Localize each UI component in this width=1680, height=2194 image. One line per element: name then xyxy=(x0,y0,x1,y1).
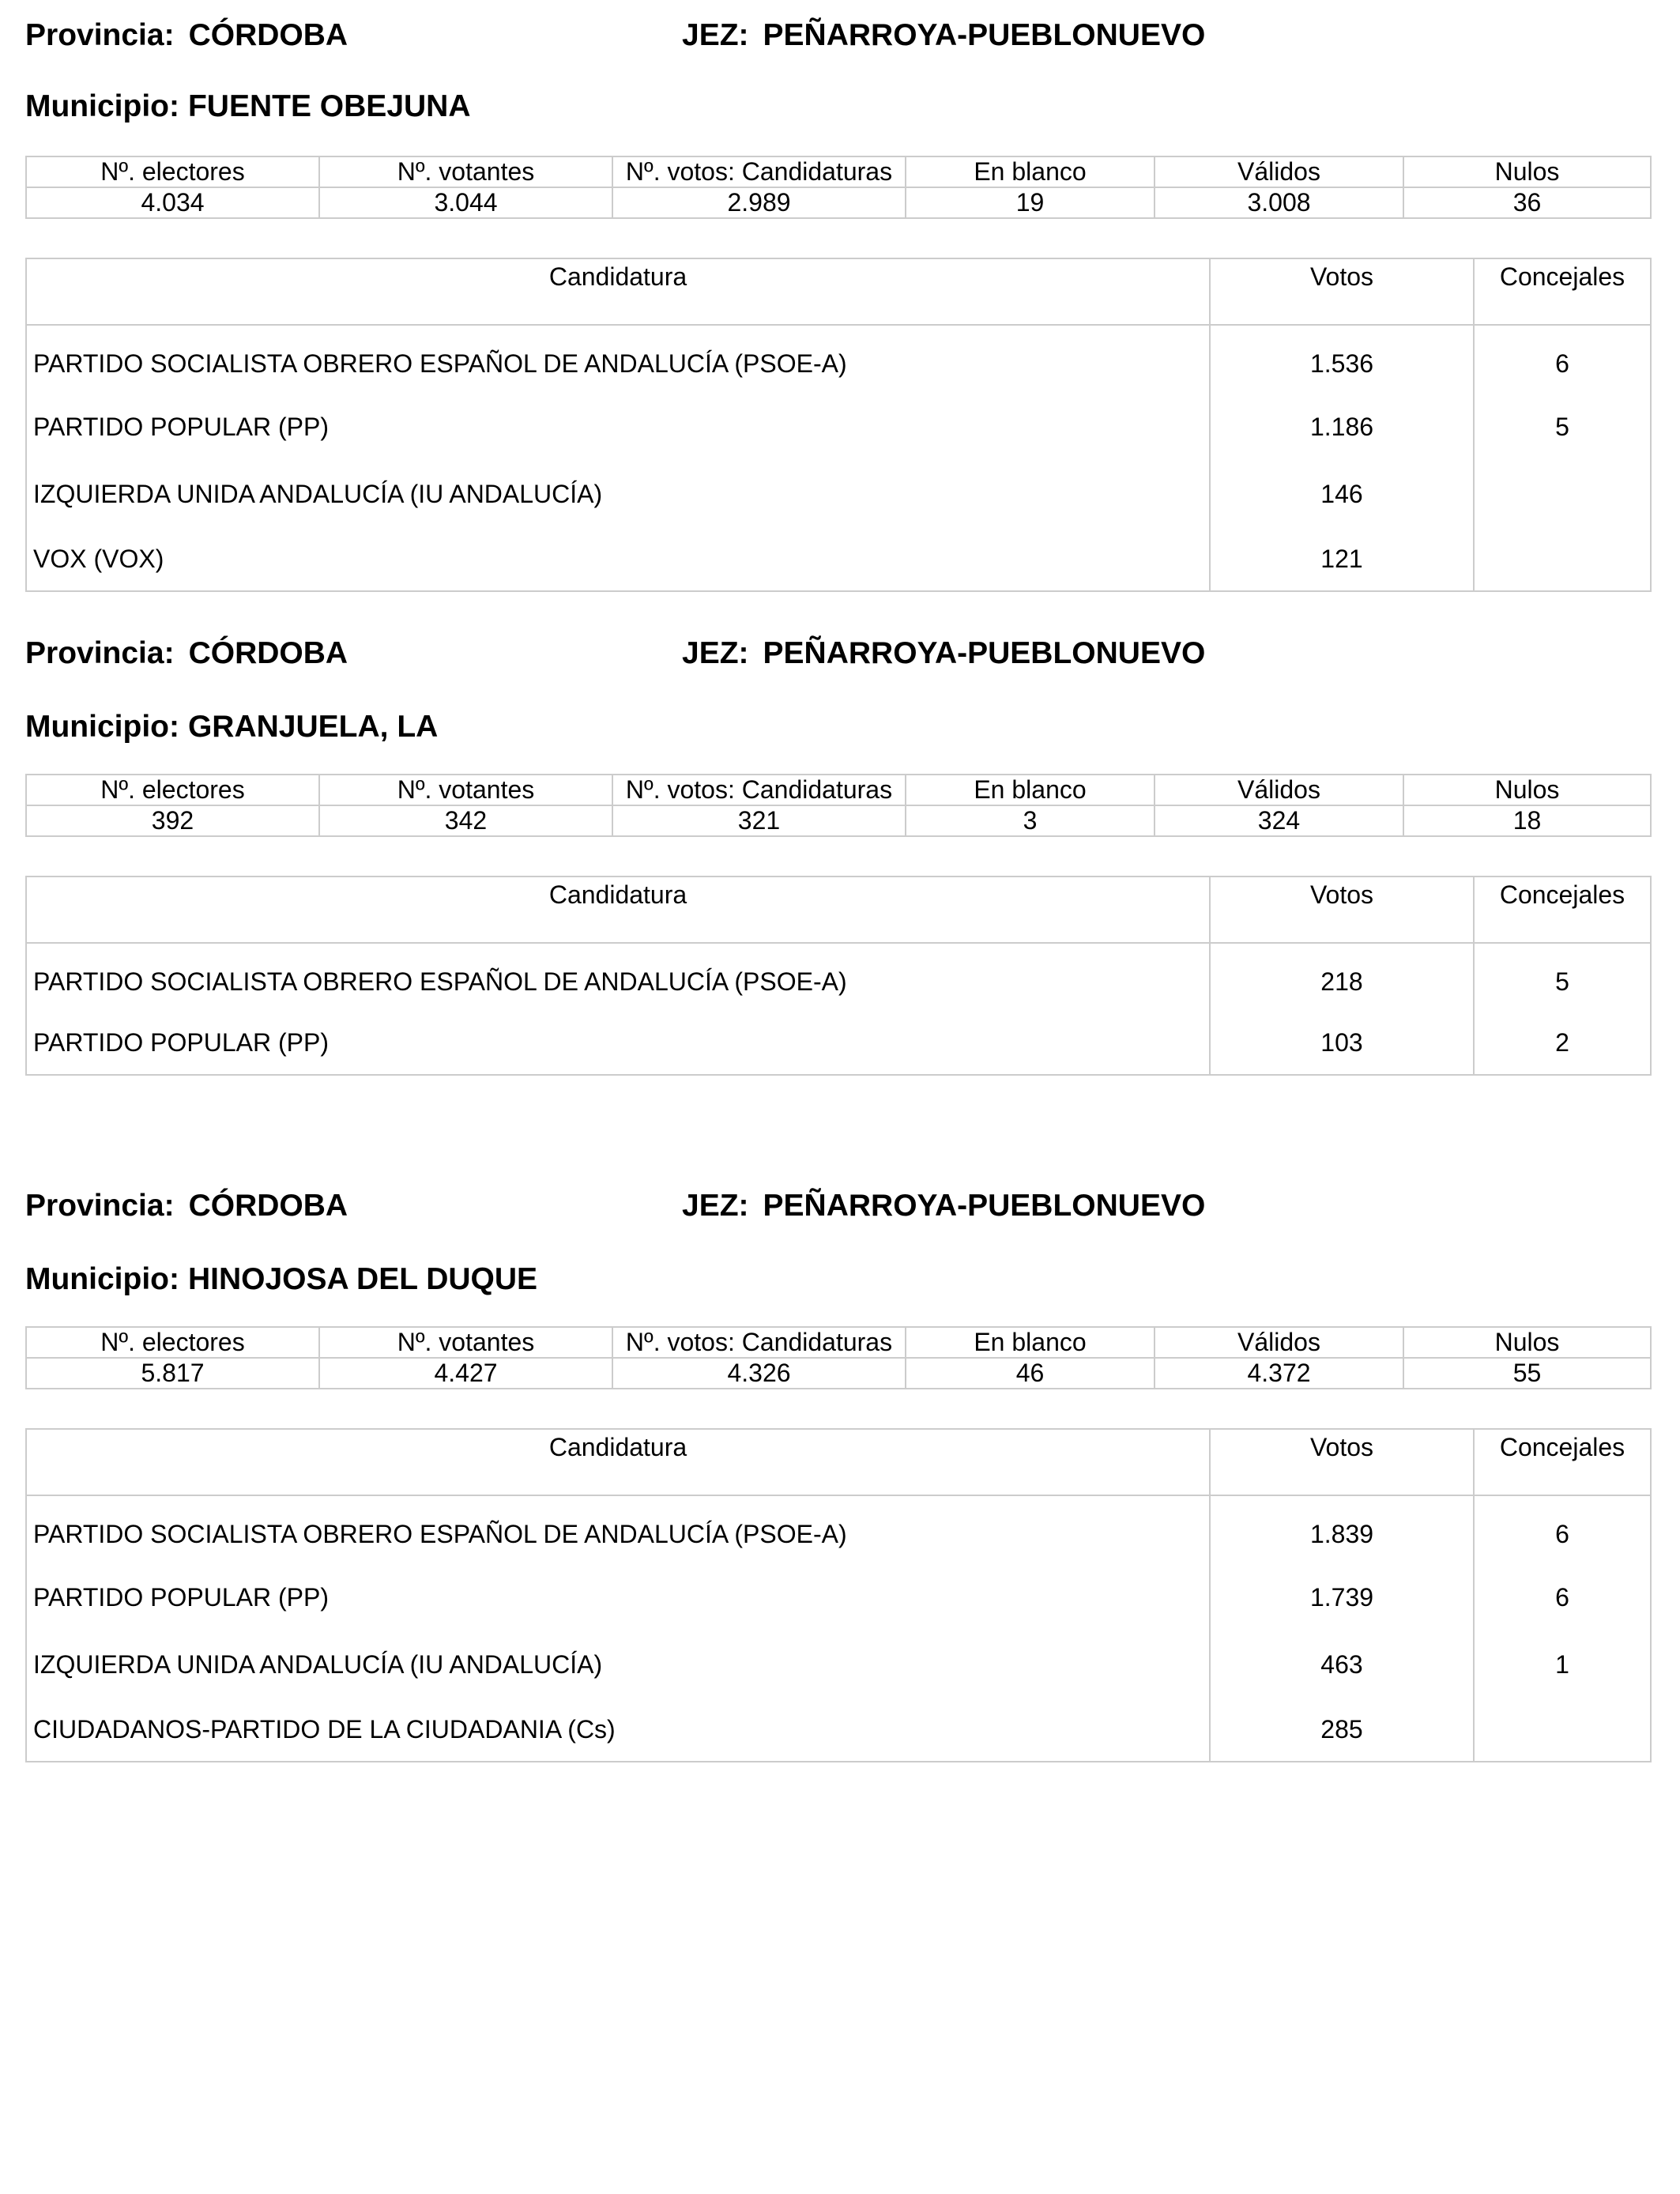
candidatura-votos: 218 xyxy=(1210,943,1474,1011)
municipio-label: Municipio: xyxy=(25,89,179,123)
stats-header-cell: Nulos xyxy=(1403,1327,1651,1358)
stats-header-cell: Nº. electores xyxy=(26,156,319,187)
stats-value-cell: 3.044 xyxy=(319,187,612,218)
stats-header-row xyxy=(26,1327,1651,1358)
candidaturas-header-row xyxy=(26,258,1651,325)
table-row xyxy=(26,1495,1651,1563)
table-row xyxy=(26,393,1651,460)
table-row xyxy=(26,325,1651,393)
candidatura-concejales: 6 xyxy=(1555,1519,1569,1548)
stats-header-cell: Válidos xyxy=(1155,156,1403,187)
stats-header-cell: Nº. votos: Candidaturas xyxy=(612,156,906,187)
candidatura-concejales: 2 xyxy=(1555,1028,1569,1057)
candidatura-concejales: 5 xyxy=(1555,412,1569,441)
stats-header-cell: Válidos xyxy=(1155,1327,1403,1358)
jez-heading xyxy=(682,16,1205,55)
stats-value-cell: 392 xyxy=(26,805,319,836)
candidatura-votos: 1.186 xyxy=(1210,393,1474,460)
stats-header-row xyxy=(26,775,1651,805)
stats-value-cell: 18 xyxy=(1403,805,1651,836)
candidatura-concejales: 6 xyxy=(1555,1582,1569,1612)
candidatura-concejales: 5 xyxy=(1555,967,1569,996)
table-row xyxy=(26,1630,1651,1698)
candidaturas-table xyxy=(25,876,1652,1076)
stats-header-cell: En blanco xyxy=(906,1327,1155,1358)
table-row xyxy=(26,943,1651,1011)
stats-header-cell: Nº. electores xyxy=(26,1327,319,1358)
stats-header-row xyxy=(26,156,1651,187)
candidatura-name: CIUDADANOS-PARTIDO DE LA CIUDADANIA (Cs) xyxy=(26,1698,1210,1762)
candidatura-concejales xyxy=(1474,1698,1651,1762)
stats-header-cell: Nº. electores xyxy=(26,775,319,805)
provincia-heading xyxy=(25,1186,348,1226)
stats-value-cell: 342 xyxy=(319,805,612,836)
stats-value-cell: 2.989 xyxy=(612,187,906,218)
municipio-value: HINOJOSA DEL DUQUE xyxy=(187,1262,538,1296)
stats-header-cell: Nº. votantes xyxy=(319,775,612,805)
candidatura-name: VOX (VOX) xyxy=(26,527,1210,591)
stats-value-row xyxy=(26,805,1651,836)
stats-value-cell: 4.326 xyxy=(612,1358,906,1389)
stats-header-cell: En blanco xyxy=(906,775,1155,805)
provincia-value: CÓRDOBA xyxy=(188,636,348,670)
table-row xyxy=(26,527,1651,591)
provincia-heading xyxy=(25,634,348,673)
stats-value-cell: 3 xyxy=(906,805,1155,836)
provincia-value: CÓRDOBA xyxy=(188,1189,348,1223)
candidatura-header: Candidatura xyxy=(26,1429,1210,1495)
candidatura-votos: 121 xyxy=(1210,527,1474,591)
stats-value-cell: 3.008 xyxy=(1155,187,1403,218)
provincia-value: CÓRDOBA xyxy=(188,18,348,52)
candidatura-votos: 463 xyxy=(1210,1630,1474,1698)
concejales-header: Concejales xyxy=(1474,876,1651,943)
stats-value-cell: 55 xyxy=(1403,1358,1651,1389)
provincia-heading xyxy=(25,16,348,55)
stats-value-cell: 36 xyxy=(1403,187,1651,218)
stats-header-cell: Nº. votantes xyxy=(319,1327,612,1358)
candidatura-name: PARTIDO POPULAR (PP) xyxy=(26,1563,1210,1630)
stats-header-cell: Válidos xyxy=(1155,775,1403,805)
candidatura-votos: 146 xyxy=(1210,460,1474,527)
stats-value-cell: 46 xyxy=(906,1358,1155,1389)
stats-value-cell: 4.372 xyxy=(1155,1358,1403,1389)
candidatura-votos: 1.739 xyxy=(1210,1563,1474,1630)
municipio-heading xyxy=(25,1260,537,1299)
votos-header: Votos xyxy=(1210,876,1474,943)
concejales-header: Concejales xyxy=(1474,1429,1651,1495)
jez-value: PEÑARROYA-PUEBLONUEVO xyxy=(763,636,1206,670)
stats-value-cell: 324 xyxy=(1155,805,1403,836)
stats-table xyxy=(25,156,1652,219)
candidaturas-table xyxy=(25,258,1652,592)
candidatura-votos: 103 xyxy=(1210,1011,1474,1075)
votos-header: Votos xyxy=(1210,1429,1474,1495)
candidatura-concejales: 6 xyxy=(1555,349,1569,378)
stats-header-cell: Nº. votos: Candidaturas xyxy=(612,775,906,805)
table-row xyxy=(26,1011,1651,1075)
municipio-label: Municipio: xyxy=(25,1262,179,1296)
candidaturas-table xyxy=(25,1428,1652,1762)
municipio-value: GRANJUELA, LA xyxy=(187,710,439,744)
stats-value-cell: 5.817 xyxy=(26,1358,319,1389)
candidatura-concejales xyxy=(1474,527,1651,591)
stats-value-cell: 4.034 xyxy=(26,187,319,218)
jez-label: JEZ: xyxy=(682,1189,749,1223)
candidatura-name: IZQUIERDA UNIDA ANDALUCÍA (IU ANDALUCÍA) xyxy=(26,1630,1210,1698)
provincia-label: Provincia: xyxy=(25,18,175,52)
provincia-label: Provincia: xyxy=(25,1189,175,1223)
candidatura-concejales xyxy=(1474,460,1651,527)
candidatura-concejales: 1 xyxy=(1555,1649,1569,1679)
jez-value: PEÑARROYA-PUEBLONUEVO xyxy=(763,18,1206,52)
jez-value: PEÑARROYA-PUEBLONUEVO xyxy=(763,1189,1206,1223)
provincia-label: Provincia: xyxy=(25,636,175,670)
stats-header-cell: Nº. votos: Candidaturas xyxy=(612,1327,906,1358)
candidatura-votos: 1.536 xyxy=(1210,325,1474,393)
stats-value-row xyxy=(26,1358,1651,1389)
candidatura-name: PARTIDO SOCIALISTA OBRERO ESPAÑOL DE ANDALUCÍA (PSOE-A) xyxy=(26,1495,1210,1563)
table-row xyxy=(26,460,1651,527)
candidatura-name: PARTIDO SOCIALISTA OBRERO ESPAÑOL DE ANDALUCÍA (PSOE-A) xyxy=(26,943,1210,1011)
stats-header-cell: Nulos xyxy=(1403,156,1651,187)
stats-value-cell: 321 xyxy=(612,805,906,836)
municipio-label: Municipio: xyxy=(25,710,179,744)
votos-header: Votos xyxy=(1210,258,1474,325)
stats-value-cell: 19 xyxy=(906,187,1155,218)
stats-table xyxy=(25,1326,1652,1389)
jez-heading xyxy=(682,1186,1205,1226)
stats-header-cell: Nº. votantes xyxy=(319,156,612,187)
table-row xyxy=(26,1563,1651,1630)
candidatura-name: PARTIDO SOCIALISTA OBRERO ESPAÑOL DE ANDALUCÍA (PSOE-A) xyxy=(26,325,1210,393)
candidatura-name: IZQUIERDA UNIDA ANDALUCÍA (IU ANDALUCÍA) xyxy=(26,460,1210,527)
candidatura-name: PARTIDO POPULAR (PP) xyxy=(26,1011,1210,1075)
candidaturas-header-row xyxy=(26,876,1651,943)
candidatura-header: Candidatura xyxy=(26,876,1210,943)
municipio-heading xyxy=(25,707,438,747)
stats-value-row xyxy=(26,187,1651,218)
candidatura-header: Candidatura xyxy=(26,258,1210,325)
candidatura-votos: 285 xyxy=(1210,1698,1474,1762)
candidatura-votos: 1.839 xyxy=(1210,1495,1474,1563)
jez-label: JEZ: xyxy=(682,18,749,52)
stats-value-cell: 4.427 xyxy=(319,1358,612,1389)
concejales-header: Concejales xyxy=(1474,258,1651,325)
jez-label: JEZ: xyxy=(682,636,749,670)
jez-heading xyxy=(682,634,1205,673)
municipio-heading xyxy=(25,87,471,126)
stats-table xyxy=(25,774,1652,837)
candidatura-name: PARTIDO POPULAR (PP) xyxy=(26,393,1210,460)
stats-header-cell: Nulos xyxy=(1403,775,1651,805)
candidaturas-header-row xyxy=(26,1429,1651,1495)
municipio-value: FUENTE OBEJUNA xyxy=(187,89,471,123)
table-row xyxy=(26,1698,1651,1762)
stats-header-cell: En blanco xyxy=(906,156,1155,187)
